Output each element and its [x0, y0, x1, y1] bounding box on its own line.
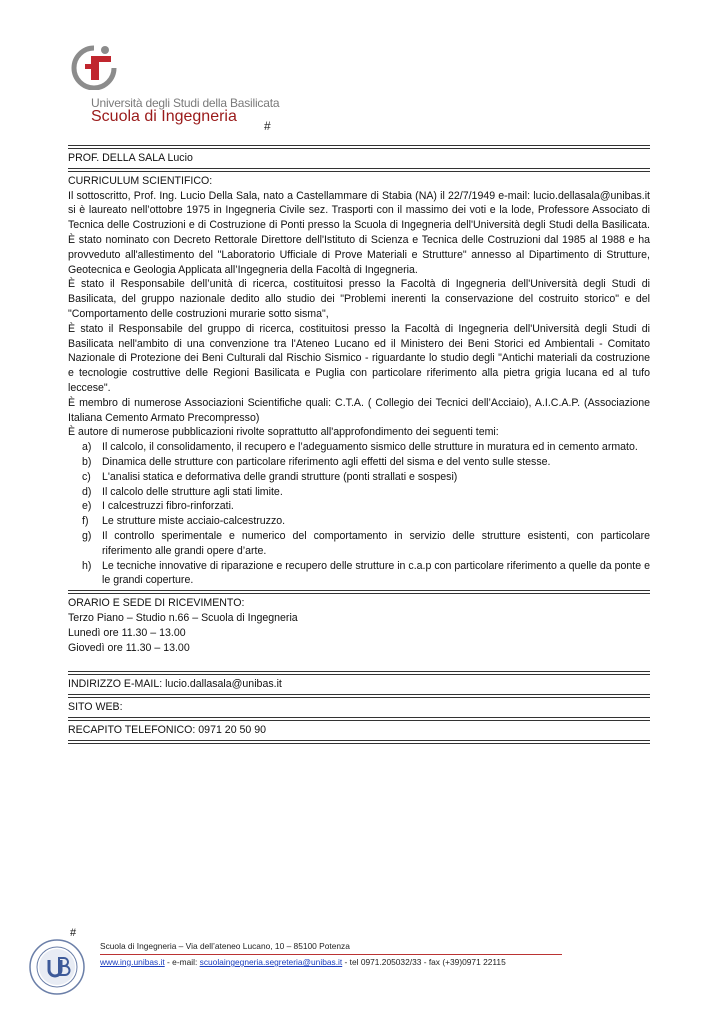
list-item: h) Le tecniche innovative di riparazione e recupero delle strutture in c.a.p con particolare riferimento a quelle da ponte e le grandi coperture.	[82, 559, 650, 587]
footer-hash: #	[70, 927, 77, 939]
office-line: Lunedì ore 11.30 – 13.00	[68, 626, 186, 639]
list-item: d) Il calcolo delle strutture agli stati limite.	[82, 485, 283, 498]
professor-name: PROF. DELLA SALA Lucio	[68, 152, 193, 164]
footer-address: Scuola di Ingegneria – Via dell’ateneo Lucano, 10 – 85100 Potenza	[100, 941, 350, 951]
phone-line: RECAPITO TELEFONICO: 0971 20 50 90	[68, 723, 267, 736]
cv-paragraph: È stato il Responsabile del gruppo di ricerca, costituitosi presso la Facoltà di Ingegneria dell'Università degli Studi di Basilicata nell'ambito di una convenzione tra l'Ateneo Lucano ed il Ministero dei Beni Storici ed Ambientali - Comitato Nazionale di Protezione dei Beni Culturali dal Rischio Sismico - riguardante lo studio degli "Antichi materiali da costruzione e tecnologie costruttive delle Regioni Basilicata e Puglia con particolare riferimento alla pietra grigia lucana ed al tufo leccese".	[68, 322, 650, 394]
main-content	[68, 145, 650, 744]
website-link[interactable]: www.ing.unibas.it	[100, 957, 165, 967]
list-item: e) I calcestruzzi fibro-rinforzati.	[82, 500, 234, 513]
topics-list	[68, 440, 650, 588]
office-line: Giovedì ore 11.30 – 13.00	[68, 641, 190, 654]
footer-contacts	[100, 957, 506, 967]
school-name: Scuola di Ingegneria	[91, 108, 237, 125]
email-line: INDIRIZZO E-MAIL: lucio.dallasala@unibas.it	[68, 678, 282, 691]
list-item: a) Il calcolo, il consolidamento, il recupero e l’adeguamento sismico delle strutture in muratura ed in cemento armato.	[82, 441, 638, 454]
header-hash: #	[264, 119, 271, 133]
university-name: Università degli Studi della Basilicata	[91, 96, 280, 110]
cv-paragraph: È stato il Responsabile dell’unità di ricerca, costituitosi presso la Facoltà di Ingegneria dell'Università degli Studi di Basilicata, del gruppo nazionale dedito allo studio dei "Problemi inerenti la conservazione del costruito storico" e del "Comportamento delle costruzioni murarie sotto sisma",	[68, 278, 650, 320]
contact-numbers: - tel 0971.205032/33 - fax (+39)0971 22115	[342, 957, 506, 967]
office-heading: ORARIO E SEDE DI RICEVIMENTO:	[68, 597, 245, 610]
footer-divider	[100, 954, 562, 955]
university-logo-icon	[70, 42, 120, 90]
list-item: f) Le strutture miste acciaio-calcestruzzo.	[82, 515, 286, 528]
cv-paragraph: Il sottoscritto, Prof. Ing. Lucio Della Sala, nato a Castellammare di Stabia (NA) il 22/7/1949 e-mail: lucio.dellasala@unibas.it si è laureato nell’ottobre 1975 in Ingegneria Civile sez. Trasporti con il massimo dei voti e la lode, Professore Associato di Tecnica delle Costruzioni e di Costruzione di Ponti presso la Scuola di Ingegneria dell'Università degli Studi della Basilicata. È stato nominato con Decreto Rettorale Direttore dell'Istituto di Scienza e Tecnica delle Costruzioni dal 1985 al 1988 e ha provveduto all'allestimento del "Laboratorio Ufficiale di Prove Materiali e Strutture" annesso al Dipartimento di Strutture, Geotecnica e Geologia Applicata all’Ingegneria della Facoltà di Ingegneria.	[68, 189, 650, 276]
office-hours-section	[68, 594, 650, 671]
list-item: c) L'analisi statica e deformativa delle grandi strutture (ponti strallati e sospesi)	[82, 470, 458, 483]
cv-paragraph: È autore di numerose pubblicazioni rivolte soprattutto all'approfondimento dei seguenti temi:	[68, 426, 499, 439]
list-item: b) Dinamica delle strutture con particolare riferimento agli effetti del sisma e del vento sulle stesse.	[82, 455, 551, 468]
divider	[68, 740, 650, 744]
cv-section	[68, 172, 650, 590]
university-seal-icon	[28, 938, 86, 996]
cv-heading: CURRICULUM SCIENTIFICO:	[68, 174, 213, 187]
office-line: Terzo Piano – Studio n.66 – Scuola di Ingegneria	[68, 611, 298, 624]
list-item: g) Il controllo sperimentale e numerico del comportamento in servizio delle strutture esistenti, con particolare riferimento alle grandi opere d’arte.	[82, 529, 650, 557]
email-prefix: - e-mail:	[164, 957, 200, 967]
website-line: SITO WEB:	[68, 701, 123, 714]
cv-paragraph: È membro di numerose Associazioni Scientifiche quali: C.T.A. ( Collegio dei Tecnici dell’Acciaio), A.I.C.A.P. (Associazione Italiana Cemento Armato Precompresso)	[68, 396, 650, 424]
email-link[interactable]: scuolaingegneria.segreteria@unibas.it	[199, 957, 343, 967]
